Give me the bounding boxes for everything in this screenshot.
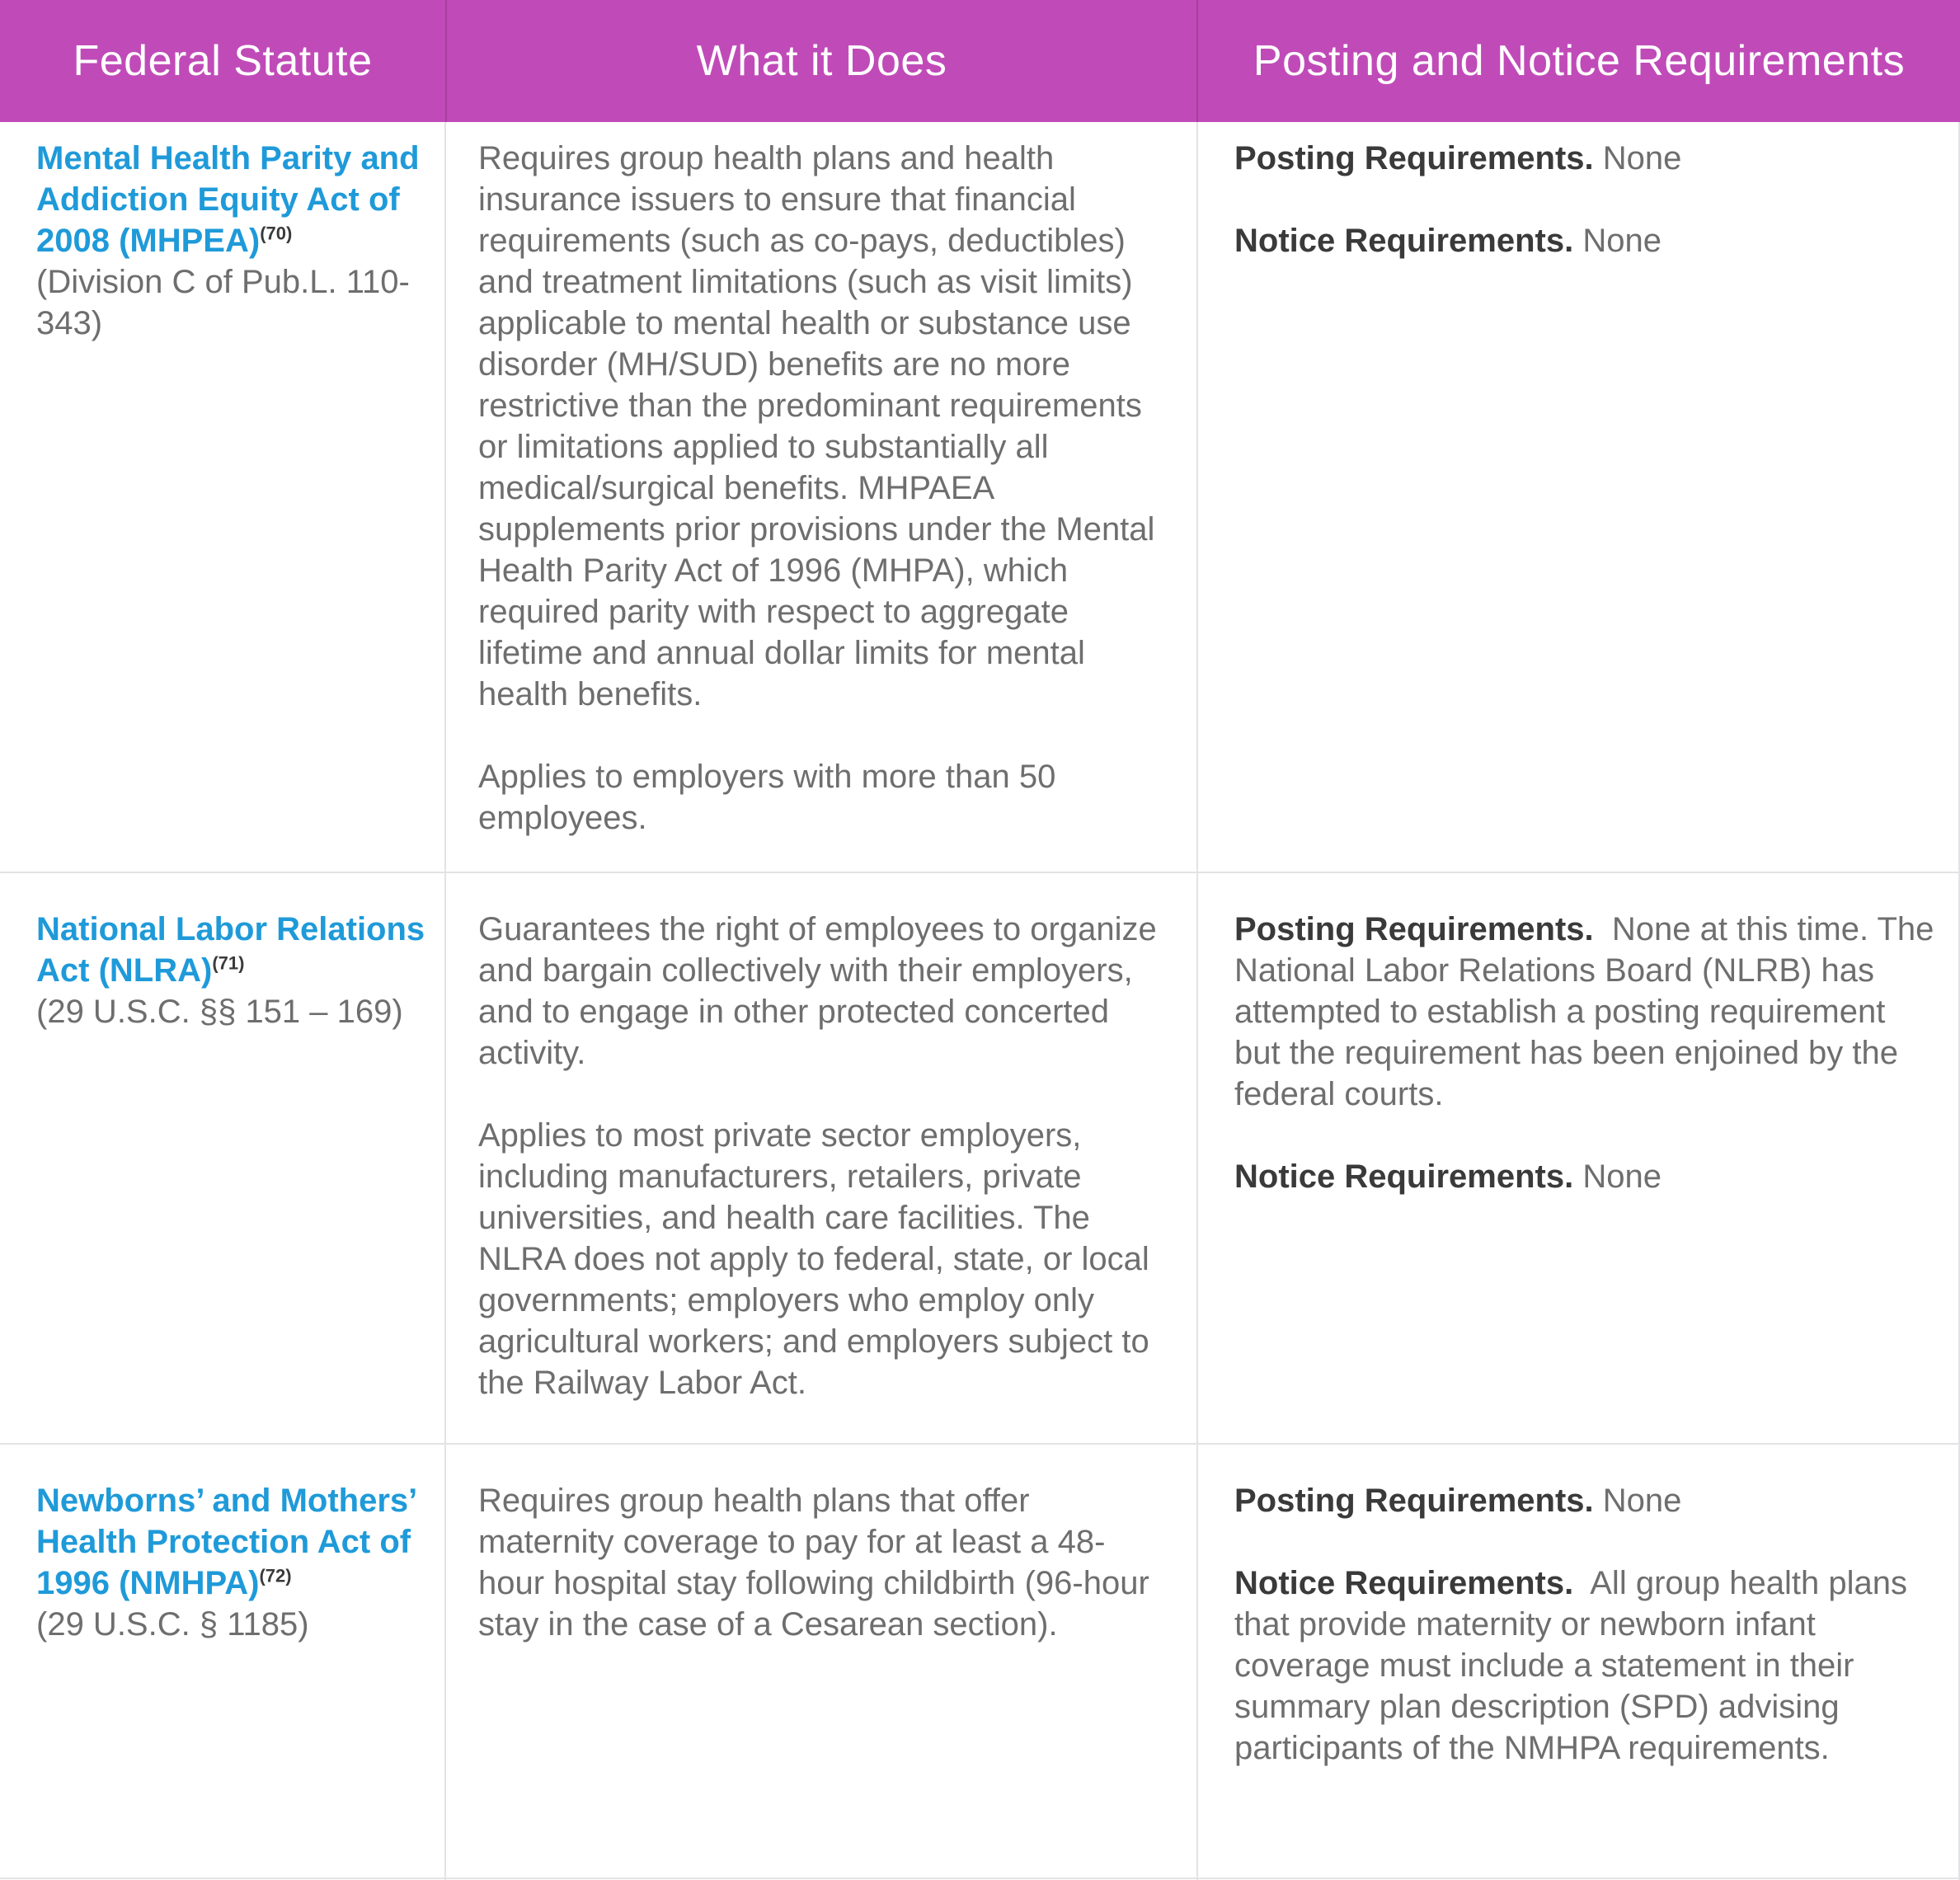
posting-label: Posting Requirements.	[1234, 911, 1594, 947]
table-row-3-requirements	[1234, 1480, 1935, 1769]
notice-requirement	[1234, 1156, 1935, 1197]
posting-text: None	[1602, 1483, 1682, 1519]
notice-label: Notice Requirements.	[1234, 1565, 1574, 1601]
posting-label: Posting Requirements.	[1234, 1483, 1594, 1519]
table-row-3-description	[478, 1480, 1171, 1645]
table-row-2-description	[478, 909, 1171, 1403]
statute-citation: (29 U.S.C. § 1185)	[36, 1606, 309, 1643]
description-paragraph: Requires group health plans and health insurance issuers to ensure that financial requirements (such as co-pays, deductibles) and treatment limitations (such as visit limits) applicable to mental health or substance use disorder (MH/SUD) benefits are no more restrictive than the predominant requirements or limitations applied to substantially all medical/surgical benefits. MHPAEA supplements prior provisions under the Mental Health Parity Act of 1996 (MHPA), which required parity with respect to aggregate lifetime and annual dollar limits for mental health benefits.	[478, 140, 1155, 712]
notice-requirement	[1234, 220, 1935, 261]
statute-citation: (29 U.S.C. §§ 151 – 169)	[36, 994, 403, 1030]
statute-name[interactable]: National Labor Relations Act (NLRA)	[36, 911, 425, 989]
posting-requirement	[1234, 1480, 1935, 1521]
notice-text: None	[1582, 1159, 1662, 1195]
table-row-3-statute	[36, 1480, 432, 1645]
posting-requirement	[1234, 138, 1935, 179]
table-header	[0, 0, 1960, 122]
posting-text: None	[1602, 140, 1682, 176]
statute-name[interactable]: Newborns’ and Mothers’ Health Protection Act of 1996 (NMHPA)	[36, 1483, 416, 1601]
footnote-ref: (72)	[259, 1565, 292, 1586]
row-divider	[0, 1443, 1960, 1445]
header-divider	[1196, 0, 1198, 122]
header-federal-statute: Federal Statute	[73, 37, 373, 85]
table-row-1-requirements	[1234, 138, 1935, 261]
header-posting-notice: Posting and Notice Requirements	[1253, 37, 1906, 85]
description-paragraph: Applies to most private sector employers, including manufacturers, retailers, private universities, and health care facilities. The NLRA does not apply to federal, state, or local governments; employers who employ only agricultural workers; and employers subject to the Railway Labor Act.	[478, 1117, 1149, 1401]
column-divider	[1196, 122, 1198, 1880]
table-row-1-description	[478, 138, 1171, 839]
row-divider	[0, 872, 1960, 873]
footnote-ref: (71)	[212, 952, 245, 974]
posting-text: None at this time. The National Labor Relations Board (NLRB) has attempted to establish a posting requirement but the requirement has been enjoined by the federal courts.	[1234, 911, 1934, 1112]
posting-requirement	[1234, 909, 1935, 1115]
table-bottom-border	[0, 1878, 1960, 1879]
description-paragraph: Applies to employers with more than 50 employees.	[478, 759, 1056, 836]
statute-citation: (Division C of Pub.L. 110-343)	[36, 264, 410, 341]
table-row-1-statute	[36, 138, 432, 344]
notice-text: All group health plans that provide maternity or newborn infant coverage must include a statement in their summary plan description (SPD) advising participants of the NMHPA requirements.	[1234, 1565, 1907, 1766]
description-paragraph: Guarantees the right of employees to organize and bargain collectively with their employers, and to engage in other protected concerted activity.	[478, 911, 1157, 1071]
column-divider	[444, 122, 446, 1880]
description-paragraph: Requires group health plans that offer maternity coverage to pay for at least a 48-hour hospital stay following childbirth (96-hour stay in the case of a Cesarean section).	[478, 1483, 1149, 1643]
notice-label: Notice Requirements.	[1234, 1159, 1574, 1195]
notice-text: None	[1582, 223, 1662, 259]
notice-requirement	[1234, 1563, 1935, 1769]
posting-label: Posting Requirements.	[1234, 140, 1594, 176]
footnote-ref: (70)	[260, 223, 293, 244]
statute-name[interactable]: Mental Health Parity and Addiction Equity Act of 2008 (MHPEA)	[36, 140, 420, 259]
header-divider	[445, 0, 447, 122]
notice-label: Notice Requirements.	[1234, 223, 1574, 259]
table-row-2-requirements	[1234, 909, 1935, 1197]
header-what-it-does: What it Does	[696, 37, 947, 85]
table-row-2-statute	[36, 909, 432, 1032]
